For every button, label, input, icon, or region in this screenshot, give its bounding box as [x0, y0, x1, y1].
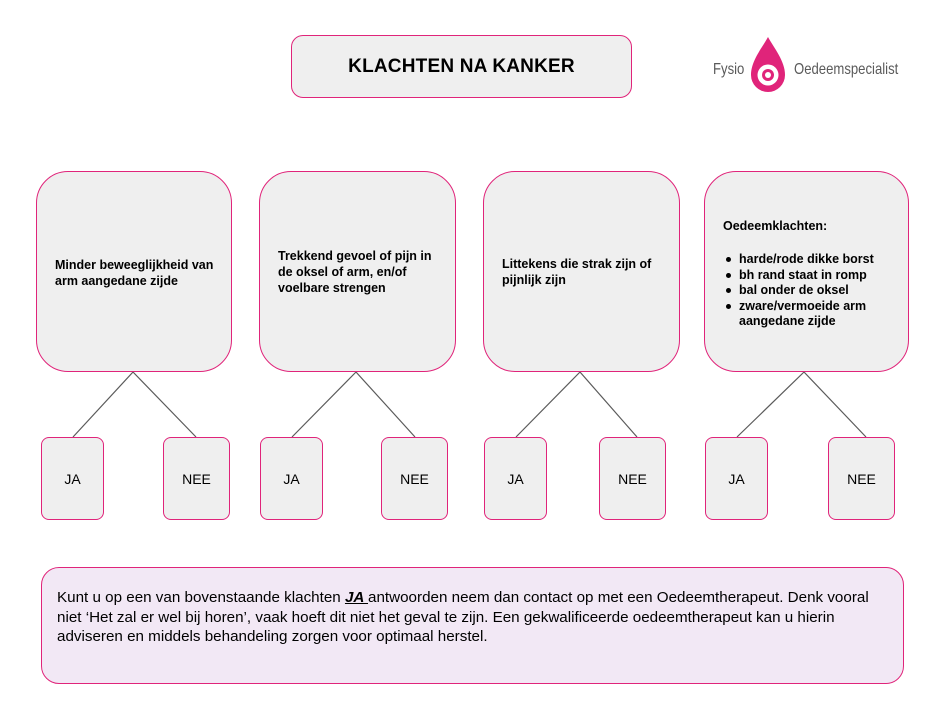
advice-emphasis: JA: [344, 589, 369, 606]
answer-no-box: [163, 437, 230, 520]
connector-line: [516, 372, 580, 437]
answer-yes-box: [484, 437, 547, 520]
answer-no-box: [828, 437, 895, 520]
connector-line: [356, 372, 415, 437]
advice-note: [41, 567, 904, 684]
connector-line: [133, 372, 196, 437]
connector-line: [292, 372, 356, 437]
connector-line: [804, 372, 866, 437]
answer-label: NEE: [400, 470, 429, 487]
advice-text-part1: Kunt u op een van bovenstaande klachten: [57, 589, 345, 606]
connector-line: [737, 372, 804, 437]
answer-label: JA: [728, 470, 745, 487]
answer-label: NEE: [182, 470, 211, 487]
answer-no-box: [381, 437, 448, 520]
question-text: Trekkend gevoel of pijn in de oksel of arm, en/of voelbare strengen: [278, 248, 432, 295]
question-box-pain: [259, 171, 456, 372]
answer-label: JA: [507, 470, 524, 487]
question-box-scars: [483, 171, 680, 372]
page-title-text: KLACHTEN NA KANKER: [348, 55, 575, 77]
list-item: bh rand staat in romp: [723, 268, 894, 284]
list-item: bal onder de oksel: [723, 283, 894, 299]
advice-text-part2: antwoorden neem dan contact op met een Oedeemtherapeut. Denk vooral niet ‘Het zal er wel bij horen’, vaak hoeft dit niet het geval te zijn. Een gekwalificeerde oedeemtherapeut kan u hierin adviseren en middels behandeling zorgen voor optimaal herstel.: [57, 589, 869, 645]
question-text: Littekens die strak zijn of pijnlijk zijn: [502, 256, 652, 287]
answer-label: NEE: [618, 470, 647, 487]
question-box-mobility: [36, 171, 232, 372]
answer-yes-box: [41, 437, 104, 520]
answer-label: JA: [283, 470, 300, 487]
brand-logo: [707, 34, 907, 98]
drop-icon: [746, 34, 790, 98]
answer-no-box: [599, 437, 666, 520]
answer-yes-box: [260, 437, 323, 520]
list-item: zware/vermoeide arm aangedane zijde: [723, 299, 894, 330]
connector-line: [73, 372, 133, 437]
symptom-list: [723, 252, 894, 330]
question-text: Minder beweeglijkheid van arm aangedane zijde: [55, 257, 214, 288]
question-heading: Oedeemklachten:: [723, 219, 828, 233]
page-title: [291, 35, 632, 98]
logo-word-oedeemspecialist: Oedeemspecialist: [794, 61, 899, 78]
answer-label: JA: [64, 470, 81, 487]
answer-label: NEE: [847, 470, 876, 487]
answer-yes-box: [705, 437, 768, 520]
logo-word-fysio: Fysio: [713, 61, 745, 78]
question-box-oedema: [704, 171, 909, 372]
list-item: harde/rode dikke borst: [723, 252, 894, 268]
connector-line: [580, 372, 637, 437]
